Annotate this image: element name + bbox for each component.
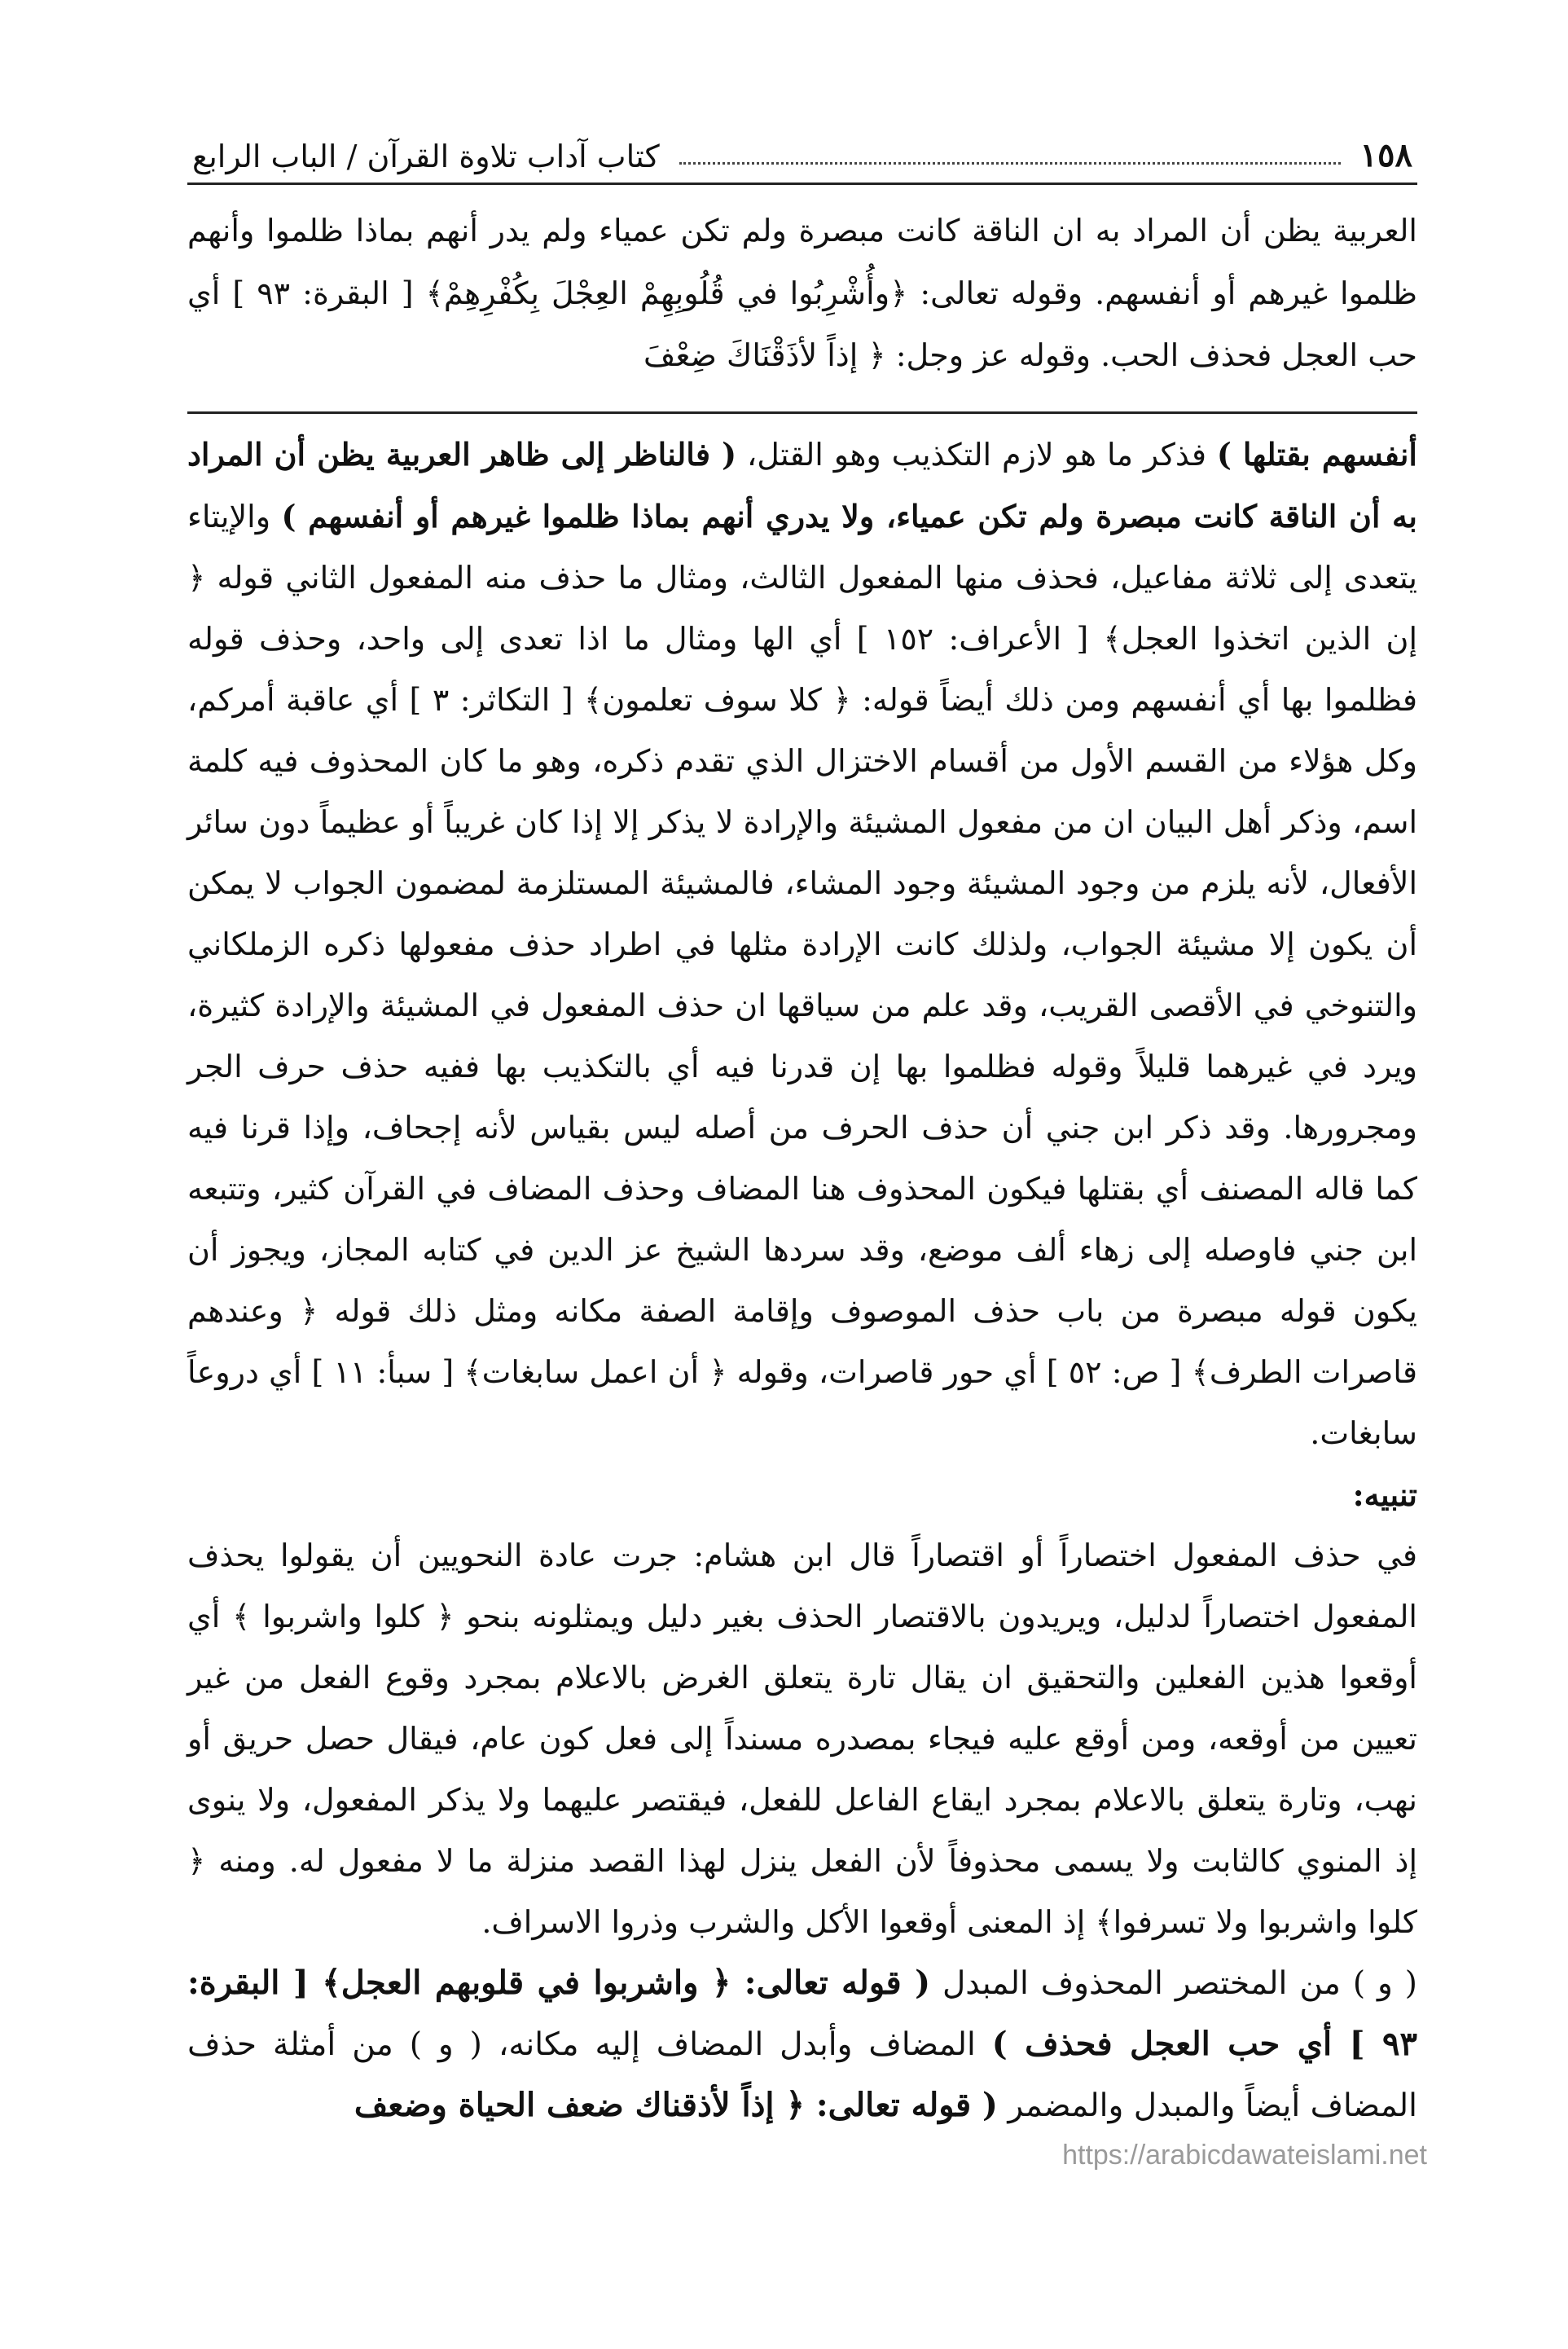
bold-segment: أنفسهم بقتلها ) [1216,435,1417,473]
text-segment: والإيتاء يتعدى إلى ثلاثة مفاعيل، فحذف منها المفعول الثالث، ومثال ما حذف منه المفعول الثاني قوله ﴿ إن الذين اتخذوا العجل﴾ [ الأعراف: ١٥٢ ] أي الها ومثال ما اذا تعدى إلى واحد، وحذف قوله فظلموا بها أي أنفسهم ومن ذلك أيضاً قوله: ﴿ كلا سوف تعلمون﴾ [ التكاثر: ٣ ] أي عاقبة أمركم، وكل هؤلاء من القسم الأول من أقسام الاختزال الذي تقدم ذكره، وهو ما كان المحذوف فيه كلمة اسم، وذكر أهل البيان ان من مفعول المشيئة والإرادة لا يذكر إلا إذا كان غريباً أو عظيماً دون سائر الأفعال، لأنه يلزم من وجود المشيئة وجود المشاء، فالمشيئة المستلزمة لمضمون الجواب لا يمكن أن يكون إلا مشيئة الجواب، ولذلك كانت الإرادة مثلها في اطراد حذف مفعولها ذكره الزملكاني والتنوخي في الأقصى القريب، وقد علم من سياقها ان حذف المفعول في المشيئة والإرادة كثيرة، ويرد في غيرهما قليلاً وقوله فظلموا بها إن قدرنا فيه أي بالتكذيب بها ففيه حذف حرف الجر ومجرورها. وقد ذكر ابن جني أن حذف الحرف من أصله ليس بقياس لأنه إجحاف، وإذا قرنا فيه كما قاله المصنف أي بقتلها فيكون المحذوف هنا المضاف وحذف المضاف في القرآن كثير، وتتبعه ابن جني فاوصله إلى زهاء ألف موضع، وقد سردها الشيخ عز الدين في كتابه المجاز، ويجوز أن يكون قوله مبصرة من باب حذف الموصوف وإقامة الصفة مكانه ومثل ذلك قوله ﴿ وعندهم قاصرات الطرف﴾ [ ص: ٥٢ ] أي حور قاصرات، وقوله ﴿ أن اعمل سابغات﴾ [ سبأ: ١١ ] أي دروعاً سابغات. [187,498,1418,1451]
main-text [187,200,1417,387]
note-heading: تنبيه: [1352,1476,1417,1513]
book-page [187,122,1417,2208]
commentary-paragraph-1 [187,424,1417,1464]
bold-segment: ( قوله تعالى: ﴿ واشربوا في قلوبهم العجل﴾ [ البقرة: ٩٣ ] أي حب العجل فحذف ) [187,1963,1417,2063]
text-segment: فذكر ما هو لازم التكذيب وهو القتل، [736,436,1217,473]
page-header [187,122,1417,185]
bold-segment: ( فالناظر إلى ظاهر العربية يظن أن المراد به أن الناقة كانت مبصرة ولم تكن عمياء، ولا يدري أنهم بماذا ظلموا غيرهم أو أنفسهم ) [187,435,1417,534]
watermark-url: https://arabicdawateislami.net [1062,2140,1427,2171]
text-segment: المضاف وأبدل المضاف إليه مكانه، ( و ) من أمثلة حذف المضاف أيضاً والمبدل والمضمر [187,2026,1417,2124]
page-number: ١٥٨ [1359,136,1412,174]
commentary [187,424,1417,2136]
commentary-paragraph-3 [187,1953,1417,2136]
bold-segment: ( قوله تعالى: ﴿ إذاً لأذقناك ضعف الحياة وضعف [354,2085,998,2124]
header-leader-dots [679,162,1341,165]
running-title: كتاب آداب تلاوة القرآن / الباب الرابع [192,139,660,174]
commentary-paragraph-2: في حذف المفعول اختصاراً أو اقتصاراً قال ابن هشام: جرت عادة النحويين أن يقولوا يحذف المفعول اختصاراً لدليل، ويريدون بالاقتصار الحذف بغير دليل ويمثلونه بنحو ﴿ كلوا واشربوا ﴾ أي أوقعوا هذين الفعلين والتحقيق ان يقال تارة يتعلق الغرض بالاعلام بمجرد وقوع الفعل من غير تعيين من أوقعه، ومن أوقع عليه فيجاء بمصدره مسنداً إلى فعل كون عام، فيقال حصل حريق أو نهب، وتارة يتعلق بالاعلام بمجرد ايقاع الفاعل للفعل، فيقتصر عليهما ولا يذكر المفعول، ولا ينوى إذ المنوي كالثابت ولا يسمى محذوفاً لأن الفعل ينزل لهذا القصد منزلة ما لا مفعول له. ومنه ﴿ كلوا واشربوا ولا تسرفوا﴾ إذ المعنى أوقعوا الأكل والشرب وذروا الاسراف. [187,1537,1417,1940]
main-paragraph: العربية يظن أن المراد به ان الناقة كانت مبصرة ولم تكن عمياء ولم يدر أنهم بماذا ظلموا وأنهم ظلموا غيرهم أو أنفسهم. وقوله تعالى: ﴿وأُشْرِبُوا في قُلُوبِهِمْ العِجْلَ بِكُفْرِهِمْ﴾ [ البقرة: ٩٣ ] أي حب العجل فحذف الحب. وقوله عز وجل: ﴿ إذاً لأذَقْنَاكَ ضِعْفَ [187,213,1417,373]
text-segment: ( و ) من المختصر المحذوف المبدل [930,1964,1417,2002]
section-divider [187,411,1417,414]
